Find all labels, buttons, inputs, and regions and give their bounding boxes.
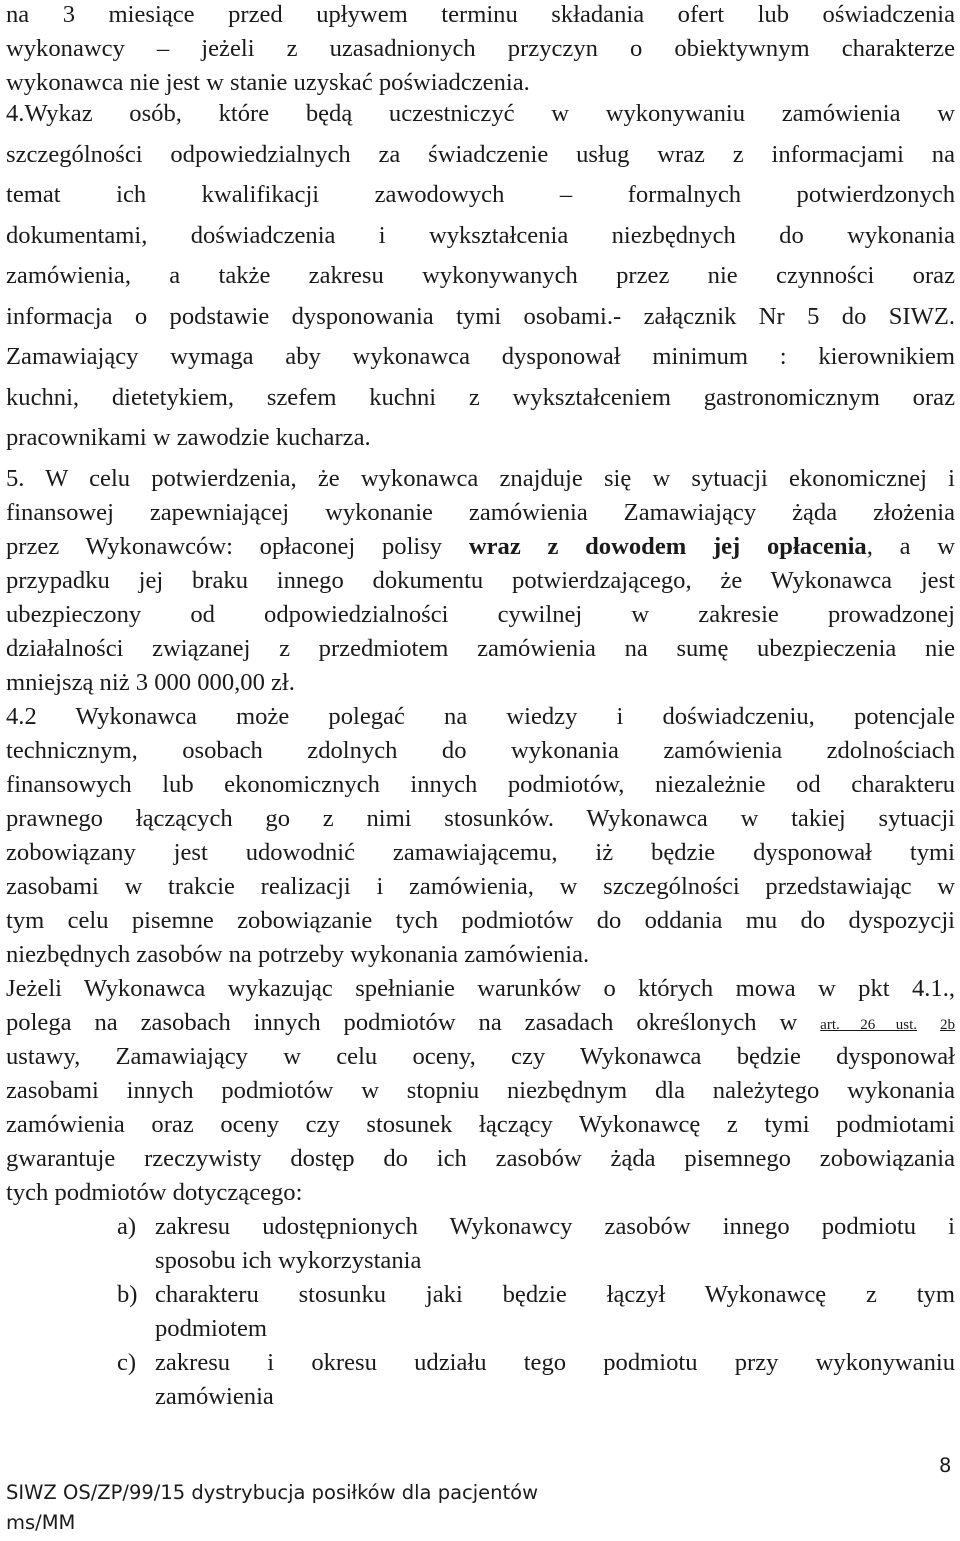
text-line-policy bbox=[6, 530, 955, 564]
text-line: niezbędnych zasobów na potrzeby wykonania zamówienia. bbox=[6, 941, 590, 968]
list-item bbox=[6, 1346, 955, 1380]
article-reference-link[interactable]: 2b bbox=[940, 1017, 955, 1033]
text-run: polega na zasobach innych podmiotów na zasadach określonych w bbox=[6, 1009, 798, 1036]
text-line: prawnego łączących go z nimi stosunków. Wykonawca w takiej sytuacji bbox=[6, 805, 955, 832]
footer-initials: ms/MM bbox=[6, 1511, 76, 1534]
text-line: zamówienia, a także zakresu wykonywanych przez nie czynności oraz bbox=[6, 262, 955, 289]
text-line: działalności związanej z przedmiotem zamówienia na sumę ubezpieczenia nie bbox=[6, 635, 955, 662]
text-line: informacja o podstawie dysponowania tymi osobami.- załącznik Nr 5 do SIWZ. bbox=[6, 303, 955, 330]
text-line: finansowych lub ekonomicznych innych podmiotów, niezależnie od charakteru bbox=[6, 771, 955, 798]
text-line: wykonawca nie jest w stanie uzyskać poświadczenia. bbox=[6, 69, 530, 96]
list-item-text: charakteru stosunku jaki będzie łączył Wykonawcę z tym bbox=[155, 1281, 955, 1308]
text-line: gwarantuje rzeczywisty dostęp do ich zasobów żąda pisemnego zobowiązania bbox=[6, 1145, 955, 1172]
bold-text: wraz z dowodem jej opłacenia bbox=[468, 533, 867, 560]
list-item-continuation: podmiotem bbox=[155, 1315, 268, 1342]
list-item-continuation: sposobu ich wykorzystania bbox=[155, 1247, 422, 1274]
list-marker: a) bbox=[117, 1213, 137, 1240]
text-line: temat ich kwalifikacji zawodowych – formalnych potwierdzonych bbox=[6, 181, 955, 208]
text-run: przez Wykonawców: opłaconej polisy bbox=[6, 533, 469, 560]
footer-title: SIWZ OS/ZP/99/15 dystrybucja posiłków dla pacjentów bbox=[6, 1481, 539, 1504]
text-line: Jeżeli Wykonawca wykazując spełnianie warunków o których mowa w pkt 4.1., bbox=[6, 975, 955, 1002]
text-line: zobowiązany jest udowodnić zamawiającemu, iż będzie dysponował tymi bbox=[6, 839, 955, 866]
page-footer bbox=[6, 1478, 955, 1538]
text-line: 4.Wykaz osób, które będą uczestniczyć w wykonywaniu zamówienia w bbox=[6, 100, 955, 127]
text-line: mniejszą niż 3 000 000,00 zł. bbox=[6, 669, 295, 696]
text-run: , a w bbox=[866, 533, 955, 560]
text-line: zasobami innych podmiotów w stopniu niezbędnym dla należytego wykonania bbox=[6, 1077, 955, 1104]
text-line: finansowej zapewniającej wykonanie zamówienia Zamawiający żąda złożenia bbox=[6, 499, 955, 526]
text-line: kuchni, dietetykiem, szefem kuchni z wykształceniem gastronomicznym oraz bbox=[6, 384, 955, 411]
list-marker: b) bbox=[117, 1281, 138, 1308]
text-line: Zamawiający wymaga aby wykonawca dysponował minimum : kierownikiem bbox=[6, 343, 955, 370]
text-line: tych podmiotów dotyczącego: bbox=[6, 1179, 303, 1206]
text-line: ubezpieczony od odpowiedzialności cywilnej w zakresie prowadzonej bbox=[6, 601, 955, 628]
text-line: szczególności odpowiedzialnych za świadczenie usług wraz z informacjami na bbox=[6, 141, 955, 168]
text-line: wykonawcy – jeżeli z uzasadnionych przyczyn o obiektywnym charakterze bbox=[6, 35, 955, 62]
text-line: tym celu pisemne zobowiązanie tych podmiotów do oddania mu do dyspozycji bbox=[6, 907, 955, 934]
list-item bbox=[6, 1278, 955, 1312]
text-line: przypadku jej braku innego dokumentu potwierdzającego, że Wykonawca jest bbox=[6, 567, 955, 594]
list-item-text: zakresu udostępnionych Wykonawcy zasobów innego podmiotu i bbox=[155, 1213, 955, 1240]
text-line: pracownikami w zawodzie kucharza. bbox=[6, 424, 371, 451]
text-line: 5. W celu potwierdzenia, że wykonawca znajduje się w sytuacji ekonomicznej i bbox=[6, 465, 955, 492]
article-reference-link[interactable]: art. 26 ust. bbox=[820, 1017, 918, 1033]
text-line: 4.2 Wykonawca może polegać na wiedzy i doświadczeniu, potencjale bbox=[6, 703, 955, 730]
text-line: zamówienia oraz oceny czy stosunek łączący Wykonawcę z tymi podmiotami bbox=[6, 1111, 955, 1138]
text-line: na 3 miesiące przed upływem terminu składania ofert lub oświadczenia bbox=[6, 1, 955, 28]
list-item-text: zakresu i okresu udziału tego podmiotu przy wykonywaniu bbox=[155, 1349, 955, 1376]
page-number: 8 bbox=[939, 1454, 952, 1477]
text-line: zasobami w trakcie realizacji i zamówienia, w szczególności przedstawiając w bbox=[6, 873, 955, 900]
text-line: technicznym, osobach zdolnych do wykonania zamówienia zdolnościach bbox=[6, 737, 955, 764]
text-line: ustawy, Zamawiający w celu oceny, czy Wykonawca będzie dysponował bbox=[6, 1043, 955, 1070]
list-marker: c) bbox=[117, 1349, 137, 1376]
text-line: dokumentami, doświadczenia i wykształcenia niezbędnych do wykonania bbox=[6, 222, 955, 249]
list-item bbox=[6, 1210, 955, 1244]
text-line-article-ref bbox=[6, 1006, 955, 1040]
list-item-continuation: zamówienia bbox=[155, 1383, 274, 1410]
